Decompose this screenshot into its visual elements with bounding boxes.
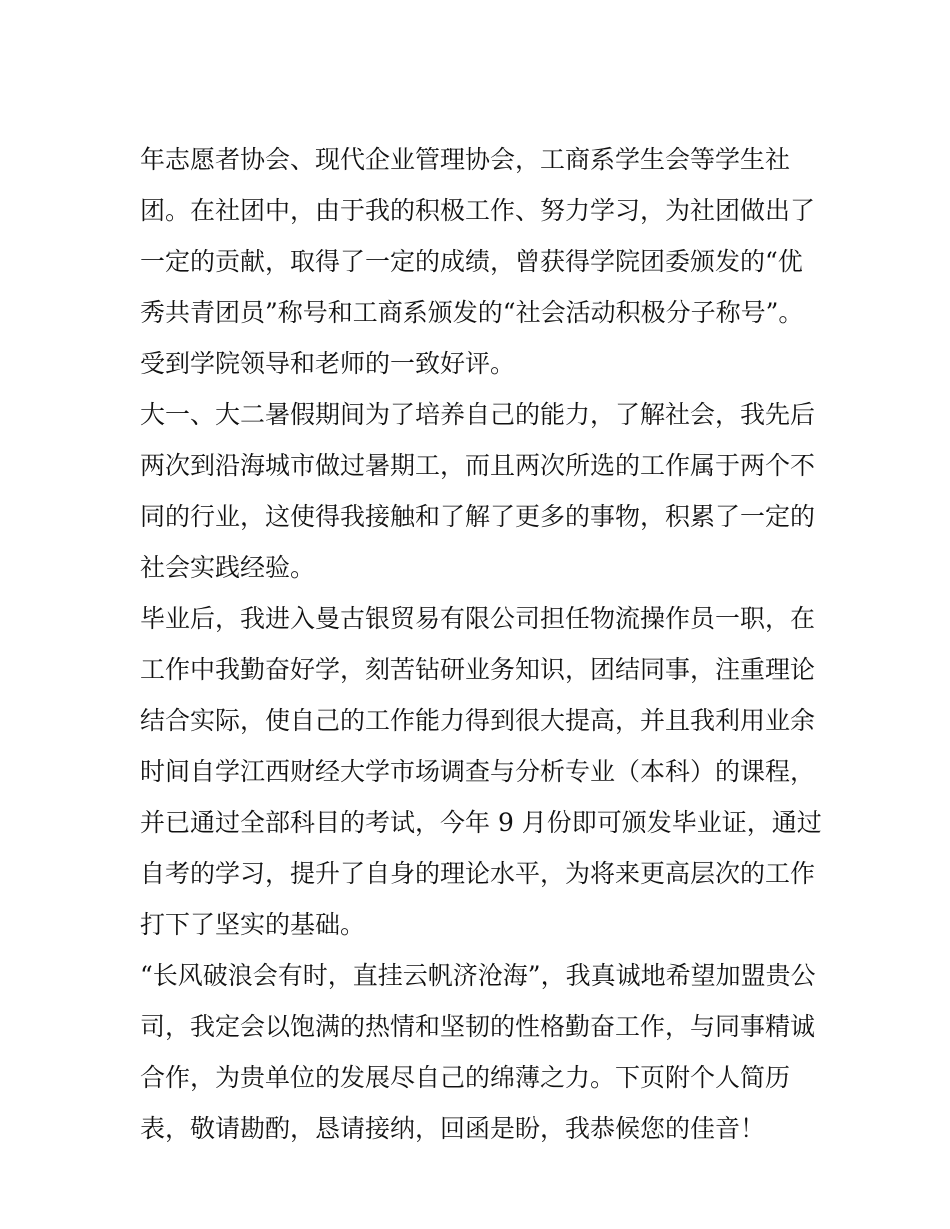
text-line-12: 结合实际，使自己的工作能力得到很大提高，并且我利用业余 [140, 706, 816, 735]
text-line-3: 一定的贡献，取得了一定的成绩，曾获得学院团委颁发的“优 [140, 247, 803, 276]
text-line-18: 司，我定会以饱满的热情和坚韧的性格勤奋工作，与同事精诚 [140, 1012, 816, 1041]
text-line-11: 工作中我勤奋好学，刻苦钻研业务知识，团结同事，注重理论 [140, 655, 816, 684]
text-line-19: 合作，为贵单位的发展尽自己的绵薄之力。下页附个人简历 [140, 1063, 791, 1092]
text-line-20: 表，敬请勘酌，恳请接纳，回函是盼，我恭候您的佳音！ [140, 1114, 766, 1143]
text-line-10: 毕业后，我进入曼古银贸易有限公司担任物流操作员一职，在 [140, 604, 816, 633]
text-line-6: 大一、大二暑假期间为了培养自己的能力，了解社会，我先后 [140, 400, 816, 429]
text-line-2: 团。在社团中，由于我的积极工作、努力学习，为社团做出了 [140, 196, 816, 225]
text-line-8: 同的行业，这使得我接触和了解了更多的事物，积累了一定的 [140, 502, 816, 531]
text-line-17: “长风破浪会有时，直挂云帆济沧海”，我真诚地希望加盟贵公 [140, 961, 816, 990]
text-line-14: 并已通过全部科目的考试，今年 9 月份即可颁发毕业证，通过 [140, 808, 822, 837]
text-line-1: 年志愿者协会、现代企业管理协会，工商系学生会等学生社 [140, 145, 791, 174]
text-line-15: 自考的学习，提升了自身的理论水平，为将来更高层次的工作 [140, 859, 816, 888]
text-line-13: 时间自学江西财经大学市场调查与分析专业（本科）的课程， [140, 757, 816, 786]
letter-body [140, 134, 822, 1154]
text-line-16: 打下了坚实的基础。 [140, 910, 366, 939]
text-line-9: 社会实践经验。 [140, 553, 316, 582]
text-line-4: 秀共青团员”称号和工商系颁发的“社会活动积极分子称号”。 [140, 298, 804, 327]
text-line-5: 受到学院领导和老师的一致好评。 [140, 349, 516, 378]
text-line-7: 两次到沿海城市做过暑期工，而且两次所选的工作属于两个不 [140, 451, 816, 480]
